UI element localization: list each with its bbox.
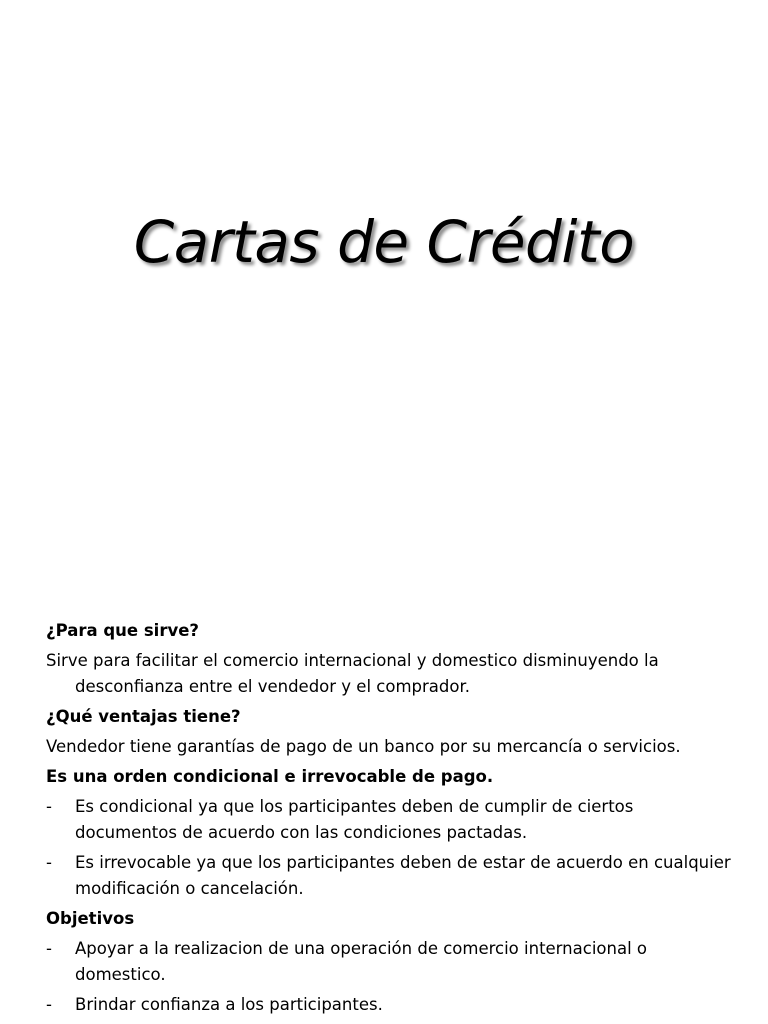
heading-orden-condicional: Es una orden condicional e irrevocable de pago. <box>46 767 494 786</box>
slide-body <box>46 618 736 1022</box>
answer-ventajas: Vendedor tiene garantías de pago de un banco por su mercancía o servicios. <box>46 737 681 756</box>
heading-objetivos: Objetivos <box>46 909 135 928</box>
list-orden-condicional <box>46 794 736 902</box>
bullet-dash: - <box>46 995 52 1014</box>
list-item-text: Es irrevocable ya que los participantes deben de estar de acuerdo en cualquier modificación o cancelación. <box>75 853 731 898</box>
list-item <box>46 850 736 902</box>
bullet-dash: - <box>46 853 52 872</box>
question-ventajas: ¿Qué ventajas tiene? <box>46 707 241 726</box>
list-item <box>46 992 736 1018</box>
list-item <box>46 936 736 988</box>
list-item-text: Es condicional ya que los participantes deben de cumplir de ciertos documentos de acuerdo con las condiciones pactadas. <box>75 797 634 842</box>
bullet-dash: - <box>46 939 52 958</box>
list-item <box>46 794 736 846</box>
answer-para-que-sirve: Sirve para facilitar el comercio internacional y domestico disminuyendo la desconfianza entre el vendedor y el comprador. <box>46 651 659 696</box>
list-item-text: Brindar confianza a los participantes. <box>75 995 383 1014</box>
list-objetivos <box>46 936 736 1018</box>
question-para-que-sirve: ¿Para que sirve? <box>46 621 199 640</box>
slide-title: Cartas de Crédito <box>133 208 635 276</box>
list-item-text: Apoyar a la realizacion de una operación de comercio internacional o domestico. <box>75 939 647 984</box>
bullet-dash: - <box>46 797 52 816</box>
